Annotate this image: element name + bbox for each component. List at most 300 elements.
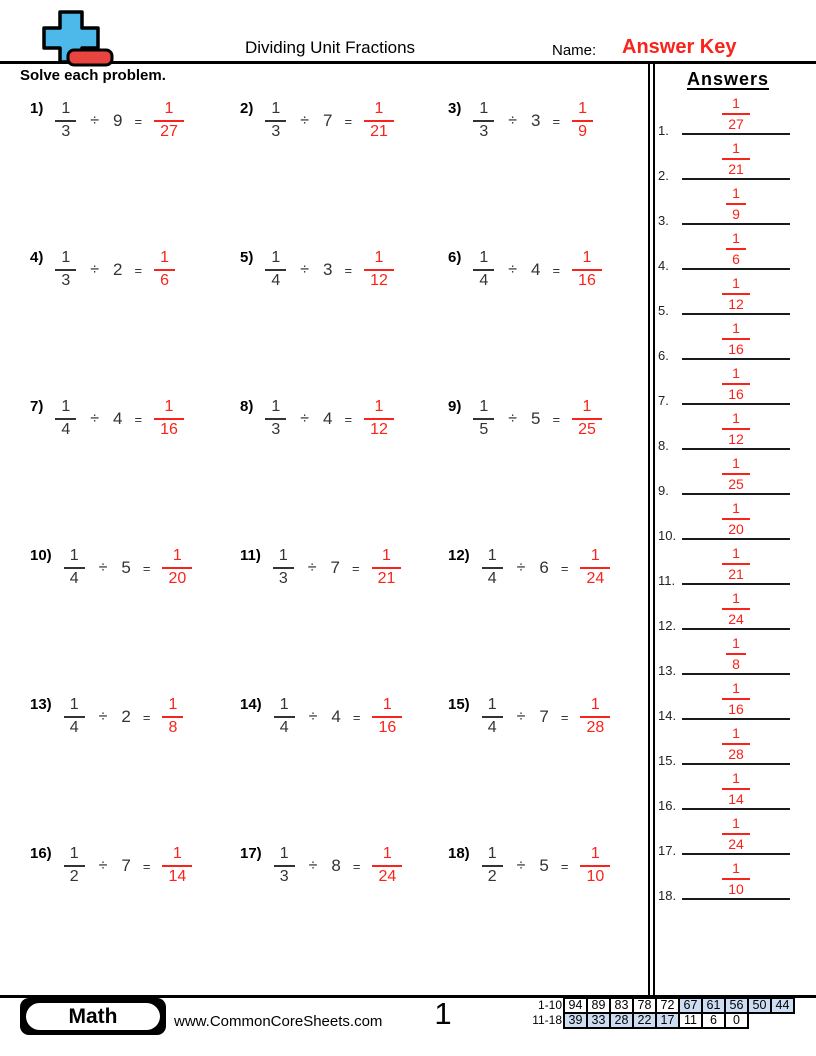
denominator: 16 [578, 272, 596, 289]
denominator: 4 [69, 719, 79, 736]
answers-divider [648, 61, 655, 997]
numerator: 1 [154, 250, 175, 271]
answer-line [682, 403, 790, 405]
denominator: 24 [378, 868, 397, 885]
problem-item [448, 390, 648, 448]
answer-row [655, 141, 797, 186]
denominator: 20 [168, 570, 187, 587]
answer-number: 4. [658, 258, 669, 273]
answer-fraction [154, 399, 184, 439]
answer-row [655, 366, 797, 411]
numerator: 1 [265, 101, 286, 122]
denominator: 21 [728, 566, 744, 583]
denominator: 8 [168, 719, 178, 736]
numerator: 1 [162, 697, 183, 718]
equals-sign: = [552, 411, 561, 427]
divide-sign: ÷ [90, 112, 100, 129]
answer-number: 6. [658, 348, 669, 363]
denominator: 3 [61, 272, 71, 289]
answer-line [682, 313, 790, 315]
answer-row [655, 231, 797, 276]
denominator: 16 [728, 386, 744, 403]
problem-number: 18) [448, 845, 470, 862]
problem-item [30, 837, 240, 895]
answer-fraction [722, 141, 750, 177]
answer-number: 10. [658, 528, 677, 543]
equals-sign: = [352, 560, 360, 576]
answer-line [682, 448, 790, 450]
answer-line [682, 718, 790, 720]
answer-number: 8. [658, 438, 669, 453]
answer-row [655, 546, 797, 591]
score-cell: 67 [678, 997, 703, 1014]
problem-number: 9) [448, 398, 462, 415]
numerator: 1 [273, 548, 294, 569]
problems-grid [30, 92, 648, 986]
equals-sign: = [142, 560, 151, 576]
dividend-fraction [482, 846, 503, 886]
divisor: 2 [113, 260, 123, 279]
answer-row [655, 96, 797, 141]
problem-number: 7) [30, 398, 44, 415]
denominator: 4 [61, 421, 71, 438]
denominator: 28 [586, 719, 605, 736]
denominator: 24 [728, 836, 744, 853]
denominator: 25 [728, 476, 744, 493]
answer-line [682, 268, 790, 270]
numerator: 1 [572, 250, 602, 271]
denominator: 24 [586, 570, 605, 587]
divide-sign: ÷ [300, 261, 310, 278]
equals-sign: = [344, 113, 353, 129]
answer-fraction [722, 726, 750, 762]
numerator: 1 [482, 548, 503, 569]
answer-fraction [162, 697, 183, 737]
problem-number: 8) [240, 398, 254, 415]
numerator: 1 [722, 366, 750, 385]
numerator: 1 [722, 141, 750, 160]
equals-sign: = [352, 709, 361, 725]
dividend-fraction [273, 548, 294, 588]
problem-number: 3) [448, 100, 462, 117]
answer-line [682, 493, 790, 495]
dividend-fraction [473, 101, 494, 141]
score-cell: 17 [655, 1012, 680, 1029]
denominator: 21 [370, 123, 388, 140]
divide-sign: ÷ [516, 857, 526, 874]
divisor: 3 [531, 111, 541, 130]
problem-item [448, 539, 648, 597]
answer-fraction [722, 411, 750, 447]
score-cell: 50 [747, 997, 772, 1014]
numerator: 1 [473, 250, 494, 271]
score-row-2 [528, 1012, 795, 1029]
denominator: 3 [278, 570, 288, 587]
answer-fraction [722, 96, 750, 132]
numerator: 1 [64, 548, 85, 569]
instruction-text: Solve each problem. [20, 67, 166, 84]
divisor: 5 [531, 409, 541, 428]
answer-line [682, 673, 790, 675]
dividend-fraction [64, 697, 85, 737]
denominator: 27 [728, 116, 744, 133]
numerator: 1 [482, 697, 503, 718]
problem-item [448, 688, 648, 746]
divisor: 7 [539, 707, 549, 726]
denominator: 10 [728, 881, 744, 898]
problem-number: 1) [30, 100, 44, 117]
answer-number: 7. [658, 393, 669, 408]
divide-sign: ÷ [300, 112, 310, 129]
score-cell: 72 [655, 997, 680, 1014]
problem-number: 4) [30, 249, 44, 266]
numerator: 1 [55, 399, 76, 420]
answer-line [682, 133, 790, 135]
equals-sign: = [142, 858, 151, 874]
answer-fraction [726, 231, 746, 267]
divide-sign: ÷ [98, 708, 108, 725]
problem-item [240, 837, 448, 895]
score-cell: 22 [632, 1012, 657, 1029]
divide-sign: ÷ [308, 708, 318, 725]
answer-row [655, 591, 797, 636]
denominator: 3 [61, 123, 71, 140]
answer-line [682, 763, 790, 765]
answer-fraction [364, 399, 394, 439]
problem-number: 17) [240, 845, 262, 862]
dividend-fraction [55, 250, 76, 290]
numerator: 1 [154, 399, 184, 420]
answer-row [655, 276, 797, 321]
name-label: Name: [552, 42, 597, 59]
answer-fraction [372, 846, 402, 886]
numerator: 1 [55, 101, 76, 122]
answer-fraction [572, 250, 602, 290]
problem-item [240, 241, 448, 299]
problem-number: 14) [240, 696, 262, 713]
problem-number: 11) [240, 547, 261, 564]
problem-number: 13) [30, 696, 52, 713]
numerator: 1 [274, 697, 295, 718]
equals-sign: = [560, 560, 569, 576]
answer-row [655, 726, 797, 771]
score-row-label: 11-18 [532, 1013, 562, 1027]
answer-number: 2. [658, 168, 669, 183]
answer-number: 12. [658, 618, 677, 633]
numerator: 1 [372, 548, 402, 569]
divide-sign: ÷ [90, 261, 100, 278]
answer-fraction [722, 276, 750, 312]
numerator: 1 [473, 399, 494, 420]
answer-line [682, 178, 790, 180]
divisor: 4 [323, 409, 333, 428]
numerator: 1 [580, 548, 610, 569]
numerator: 1 [55, 250, 76, 271]
dividend-fraction [473, 250, 494, 290]
answer-fraction [162, 846, 192, 886]
answer-number: 14. [658, 708, 677, 723]
denominator: 10 [586, 868, 605, 885]
divide-sign: ÷ [516, 708, 526, 725]
score-table [528, 997, 795, 1029]
numerator: 1 [722, 681, 750, 700]
denominator: 8 [732, 656, 740, 673]
equals-sign: = [552, 113, 561, 129]
divisor: 7 [323, 111, 333, 130]
dividend-fraction [274, 846, 295, 886]
problem-item [30, 539, 240, 597]
denominator: 4 [479, 272, 489, 289]
divisor: 5 [121, 558, 131, 577]
numerator: 1 [580, 697, 610, 718]
dividend-fraction [482, 548, 503, 588]
numerator: 1 [722, 816, 750, 835]
divide-sign: ÷ [508, 410, 518, 427]
answer-fraction [722, 501, 750, 537]
equals-sign: = [352, 858, 361, 874]
answer-fraction [722, 816, 750, 852]
numerator: 1 [722, 321, 750, 340]
answers-title: Answers [686, 69, 770, 89]
dividend-fraction [55, 101, 76, 141]
divide-sign: ÷ [307, 559, 317, 576]
answer-fraction [722, 861, 750, 897]
score-cell: 33 [586, 1012, 611, 1029]
denominator: 3 [271, 123, 281, 140]
dividend-fraction [64, 548, 85, 588]
answer-fraction [726, 186, 746, 222]
denominator: 21 [377, 570, 396, 587]
denominator: 16 [378, 719, 397, 736]
equals-sign: = [142, 709, 151, 725]
divide-sign: ÷ [308, 857, 318, 874]
numerator: 1 [162, 846, 192, 867]
denominator: 3 [279, 868, 289, 885]
numerator: 1 [154, 101, 184, 122]
denominator: 4 [487, 719, 497, 736]
answer-row [655, 861, 797, 906]
answer-fraction [722, 771, 750, 807]
score-cell: 61 [701, 997, 726, 1014]
answer-fraction [580, 697, 610, 737]
dividend-fraction [482, 697, 503, 737]
dividend-fraction [55, 399, 76, 439]
divisor: 4 [113, 409, 123, 428]
answer-line [682, 808, 790, 810]
answer-row [655, 456, 797, 501]
divisor: 4 [331, 707, 341, 726]
answer-row [655, 411, 797, 456]
numerator: 1 [726, 231, 746, 250]
answer-number: 3. [658, 213, 669, 228]
numerator: 1 [722, 771, 750, 790]
answer-number: 15. [658, 753, 677, 768]
numerator: 1 [64, 846, 85, 867]
denominator: 9 [732, 206, 740, 223]
answer-row [655, 636, 797, 681]
denominator: 16 [728, 701, 744, 718]
denominator: 4 [487, 570, 497, 587]
problem-item [448, 92, 648, 150]
answer-line [682, 628, 790, 630]
problem-item [30, 390, 240, 448]
dividend-fraction [265, 399, 286, 439]
answer-line [682, 358, 790, 360]
score-cell: 11 [678, 1012, 703, 1029]
problem-item [30, 241, 240, 299]
score-cell: 89 [586, 997, 611, 1014]
numerator: 1 [572, 399, 602, 420]
answer-fraction [580, 548, 610, 588]
answer-fraction [572, 399, 602, 439]
denominator: 5 [479, 421, 489, 438]
score-cell: 39 [563, 1012, 588, 1029]
problem-number: 16) [30, 845, 52, 862]
answer-fraction [162, 548, 192, 588]
problem-number: 12) [448, 547, 470, 564]
denominator: 2 [69, 868, 79, 885]
denominator: 12 [728, 431, 744, 448]
divisor: 2 [121, 707, 131, 726]
denominator: 12 [728, 296, 744, 313]
problem-number: 2) [240, 100, 254, 117]
denominator: 16 [160, 421, 178, 438]
answer-key-label: Answer Key [622, 36, 737, 58]
answers-list [655, 96, 797, 906]
worksheet-title: Dividing Unit Fractions [244, 38, 416, 57]
numerator: 1 [364, 101, 394, 122]
equals-sign: = [134, 262, 143, 278]
divisor: 4 [531, 260, 541, 279]
numerator: 1 [726, 186, 746, 205]
answer-row [655, 186, 797, 231]
answer-number: 17. [658, 843, 677, 858]
denominator: 12 [370, 421, 388, 438]
problem-item [448, 241, 648, 299]
denominator: 12 [370, 272, 388, 289]
numerator: 1 [482, 846, 503, 867]
denominator: 14 [168, 868, 187, 885]
divide-sign: ÷ [508, 112, 518, 129]
divisor: 9 [113, 111, 123, 130]
problem-item [240, 688, 448, 746]
divisor: 6 [539, 558, 549, 577]
equals-sign: = [560, 709, 569, 725]
score-cell: 78 [632, 997, 657, 1014]
numerator: 1 [473, 101, 494, 122]
numerator: 1 [364, 399, 394, 420]
denominator: 4 [279, 719, 289, 736]
answer-line [682, 223, 790, 225]
denominator: 4 [69, 570, 79, 587]
answer-row [655, 321, 797, 366]
page-number: 1 [434, 996, 452, 1031]
denominator: 21 [728, 161, 744, 178]
answer-number: 11. [658, 573, 676, 588]
answer-number: 16. [658, 798, 677, 813]
divisor: 7 [330, 558, 341, 577]
answer-fraction [372, 548, 402, 588]
divide-sign: ÷ [90, 410, 100, 427]
answer-row [655, 681, 797, 726]
answer-line [682, 538, 790, 540]
answer-fraction [364, 101, 394, 141]
answer-number: 18. [658, 888, 677, 903]
answer-fraction [722, 681, 750, 717]
denominator: 3 [479, 123, 489, 140]
divisor: 7 [121, 856, 131, 875]
dividend-fraction [64, 846, 85, 886]
problem-number: 10) [30, 547, 52, 564]
divide-sign: ÷ [98, 559, 108, 576]
numerator: 1 [722, 501, 750, 520]
answer-fraction [572, 101, 593, 141]
dividend-fraction [265, 250, 286, 290]
denominator: 4 [271, 272, 281, 289]
answer-fraction [722, 366, 750, 402]
numerator: 1 [726, 636, 746, 655]
denominator: 25 [578, 421, 596, 438]
answer-fraction [154, 250, 175, 290]
subject-label: Math [26, 1003, 160, 1030]
numerator: 1 [722, 861, 750, 880]
problem-item [240, 539, 448, 597]
score-cell: 0 [724, 1012, 749, 1029]
answer-fraction [722, 456, 750, 492]
score-row-label: 1-10 [537, 998, 562, 1012]
divisor: 8 [331, 856, 341, 875]
divide-sign: ÷ [98, 857, 108, 874]
numerator: 1 [722, 591, 750, 610]
problem-number: 6) [448, 249, 462, 266]
answer-fraction [580, 846, 610, 886]
denominator: 28 [728, 746, 744, 763]
answer-row [655, 771, 797, 816]
divisor: 3 [323, 260, 333, 279]
equals-sign: = [134, 113, 143, 129]
numerator: 1 [580, 846, 610, 867]
numerator: 1 [64, 697, 85, 718]
website-url: www.CommonCoreSheets.com [174, 1013, 383, 1030]
divide-sign: ÷ [516, 559, 526, 576]
answer-fraction [726, 636, 746, 672]
problem-item [30, 92, 240, 150]
equals-sign: = [344, 262, 353, 278]
numerator: 1 [722, 546, 750, 565]
numerator: 1 [265, 250, 286, 271]
denominator: 27 [160, 123, 178, 140]
equals-sign: = [560, 858, 569, 874]
answer-line [682, 853, 790, 855]
numerator: 1 [274, 846, 295, 867]
numerator: 1 [372, 697, 402, 718]
denominator: 3 [271, 421, 281, 438]
numerator: 1 [722, 96, 750, 115]
answer-number: 13. [658, 663, 677, 678]
divide-sign: ÷ [508, 261, 518, 278]
numerator: 1 [265, 399, 286, 420]
score-cell: 44 [770, 997, 795, 1014]
dividend-fraction [473, 399, 494, 439]
answer-number: 1. [658, 123, 669, 138]
dividend-fraction [274, 697, 295, 737]
score-cell: 83 [609, 997, 634, 1014]
denominator: 9 [578, 123, 587, 140]
answer-number: 9. [658, 483, 669, 498]
problem-number: 15) [448, 696, 470, 713]
numerator: 1 [372, 846, 402, 867]
answer-fraction [364, 250, 394, 290]
